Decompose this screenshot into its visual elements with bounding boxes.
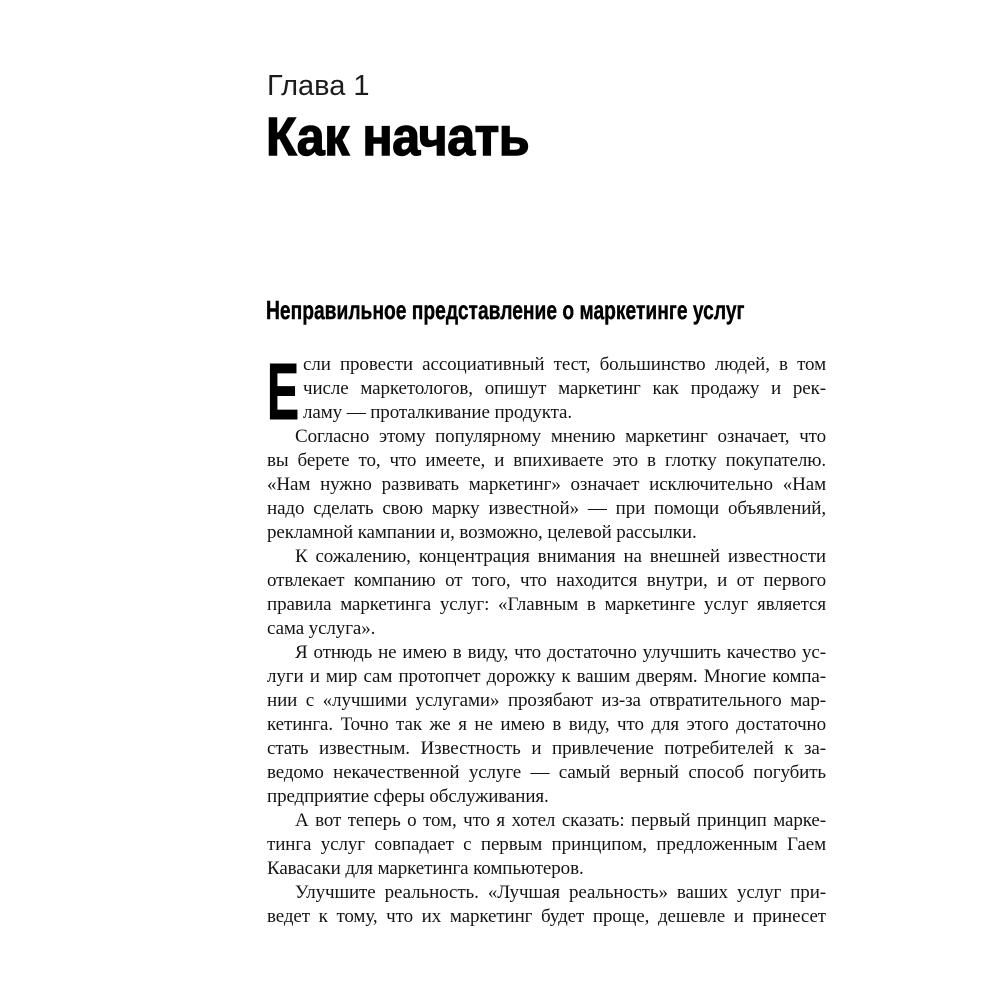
text-line: стать известным. Известность и привлечение потребителей к за- (267, 738, 826, 759)
text-line: рекламной кампании и, возможно, целевой рассылки. (267, 522, 697, 543)
paragraph (267, 425, 826, 545)
text-line: сама услуга». (267, 618, 376, 639)
text-line: «Нам нужно развивать маркетинг» означает исключительно «Нам (267, 474, 826, 495)
paragraph (267, 545, 826, 641)
section-heading: Неправильное представление о маркетинге услуг (266, 295, 745, 325)
text-line: ведомо некачественной услуге — самый верный способ погубить (267, 762, 826, 783)
text-line: тинга услуг совпадает с первым принципом, предложенным Гаем (267, 834, 826, 855)
text-line: правила маркетинга услуг: «Главным в маркетинге услуг является (267, 594, 826, 615)
text-line: Кавасаки для маркетинга компьютеров. (267, 858, 584, 879)
paragraph (267, 347, 826, 436)
paragraph (267, 881, 826, 929)
text-line: Улучшите реальность. «Лучшая реальность» ваших услуг при- (295, 882, 826, 903)
paragraph (267, 809, 826, 881)
chapter-label: Глава 1 (267, 70, 370, 102)
text-line: луги и мир сам протопчет дорожку к вашим дверям. Многие компа- (267, 666, 826, 687)
text-line: Я отнюдь не имею в виду, что достаточно улучшить качество ус- (295, 642, 826, 663)
text-line: ламу — проталкивание продукта. (303, 402, 573, 423)
paragraph (267, 641, 826, 809)
text-line: отвлекает компанию от того, что находится внутри, и от первого (267, 570, 826, 591)
text-line: сли провести ассоциативный тест, большинство людей, в том (303, 354, 826, 375)
text-line: надо сделать свою марку известной» — при помощи объявлений, (267, 498, 826, 519)
chapter-title: Как начать (266, 107, 530, 167)
text-line: нии с «лучшими услугами» прозябают из-за отвратительного мар- (267, 690, 826, 711)
text-line: К сожалению, концентрация внимания на внешней известности (295, 546, 826, 567)
text-line: числе маркетологов, опишут маркетинг как продажу и рек- (303, 378, 826, 399)
text-line: А вот теперь о том, что я хотел сказать: первый принцип марке- (295, 810, 826, 831)
text-line: Согласно этому популярному мнению маркетинг означает, что (295, 426, 826, 447)
text-line: ведет к тому, что их маркетинг будет проще, дешевле и принесет (267, 906, 826, 927)
drop-cap: Е (267, 347, 299, 436)
text-line: предприятие сферы обслуживания. (267, 786, 549, 807)
body-text (267, 347, 826, 929)
text-line: кетинга. Точно так же я не имею в виду, что для этого достаточно (267, 714, 826, 735)
text-line: вы берете то, что имеете, и впихиваете это в глотку покупателю. (267, 450, 826, 471)
